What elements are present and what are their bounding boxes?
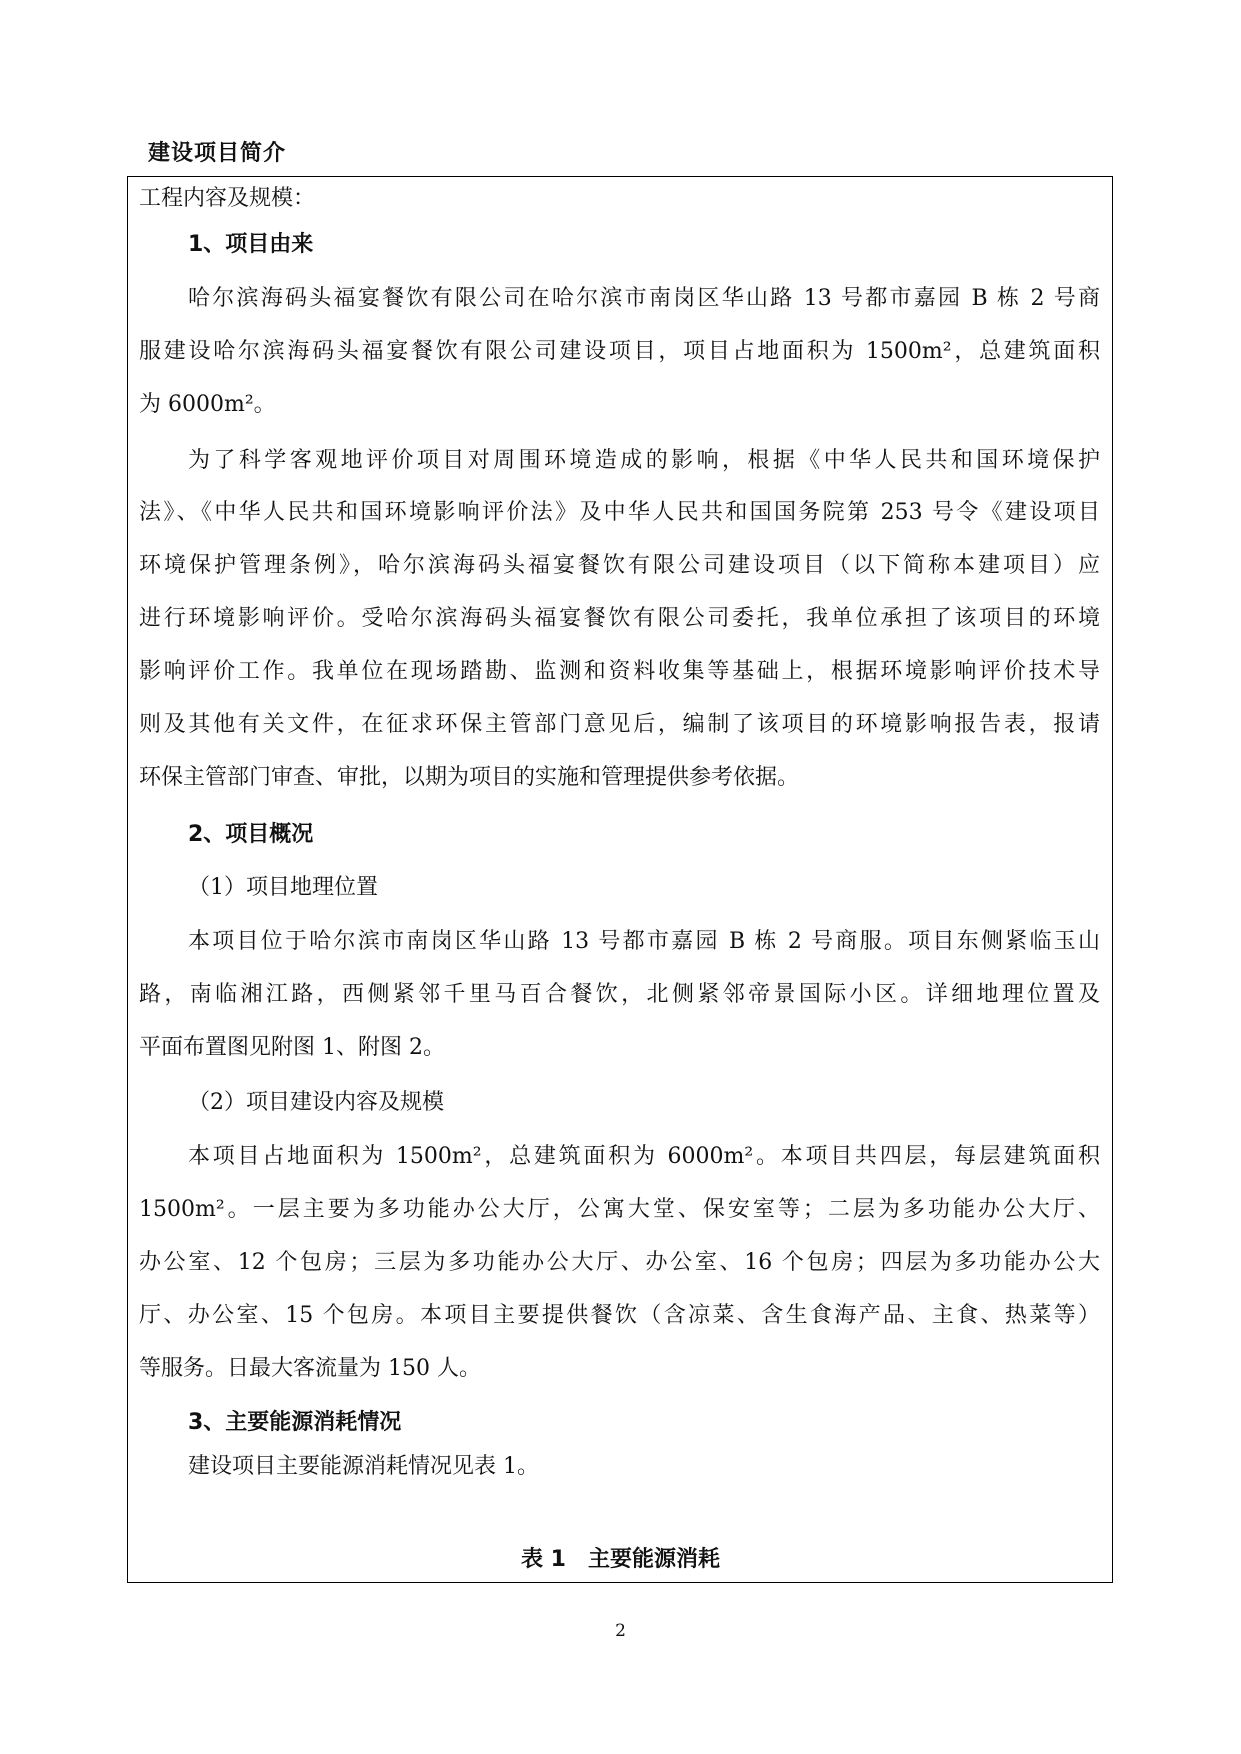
s2-sub2-line3: 办公室、12 个包房；三层为多功能办公大厅、办公室、16 个包房；四层为多功能办公大 <box>139 1250 1100 1275</box>
s1-para2-line6: 则及其他有关文件，在征求环保主管部门意见后，编制了该项目的环境影响报告表，报请 <box>139 712 1100 737</box>
s2-sub1-line3: 平面布置图见附图 1、附图 2。 <box>139 1035 445 1060</box>
s2-sub2-line1: 本项目占地面积为 1500m²，总建筑面积为 6000m²。本项目共四层，每层建筑面积 <box>188 1144 1100 1169</box>
s1-para2-line5: 影响评价工作。我单位在现场踏勘、监测和资料收集等基础上，根据环境影响评价技术导 <box>139 659 1100 684</box>
s1-para2-line1: 为了科学客观地评价项目对周围环境造成的影响，根据《中华人民共和国环境保护 <box>188 448 1100 473</box>
s1-para2-line7: 环保主管部门审查、审批，以期为项目的实施和管理提供参考依据。 <box>139 765 800 790</box>
section3-para: 建设项目主要能源消耗情况见表 1。 <box>188 1454 539 1479</box>
s2-sub2-line2: 1500m²。一层主要为多功能办公大厅，公寓大堂、保安室等；二层为多功能办公大厅、 <box>139 1197 1100 1222</box>
section2-sub2-heading: （2）项目建设内容及规模 <box>188 1090 444 1115</box>
table-caption: 表 1 主要能源消耗 <box>521 1547 720 1572</box>
intro-label: 工程内容及规模： <box>139 186 316 211</box>
s2-sub1-line2: 路，南临湘江路，西侧紧邻千里马百合餐饮，北侧紧邻帝景国际小区。详细地理位置及 <box>139 982 1100 1007</box>
s1-para2-line3: 环境保护管理条例》，哈尔滨海码头福宴餐饮有限公司建设项目（以下简称本建项目）应 <box>139 553 1100 578</box>
s2-sub2-line4: 厅、办公室、15 个包房。本项目主要提供餐饮（含凉菜、含生食海产品、主食、热菜等） <box>139 1303 1100 1328</box>
page-number: 2 <box>615 1621 626 1641</box>
section2-heading: 2、项目概况 <box>188 822 314 847</box>
section3-heading: 3、主要能源消耗情况 <box>188 1410 402 1435</box>
s1-para1-line3: 为 6000m²。 <box>139 392 276 417</box>
s2-sub1-line1: 本项目位于哈尔滨市南岗区华山路 13 号都市嘉园 B 栋 2 号商服。项目东侧紧临玉山 <box>188 929 1100 954</box>
s1-para2-line2: 法》、《中华人民共和国环境影响评价法》及中华人民共和国国务院第 253 号令《建设项目 <box>139 500 1100 525</box>
section1-heading: 1、项目由来 <box>188 232 314 257</box>
s1-para1-line1: 哈尔滨海码头福宴餐饮有限公司在哈尔滨市南岗区华山路 13 号都市嘉园 B 栋 2 号商 <box>188 286 1100 311</box>
section2-sub1-heading: （1）项目地理位置 <box>188 875 378 900</box>
page-title: 建设项目简介 <box>148 141 287 166</box>
s1-para2-line4: 进行环境影响评价。受哈尔滨海码头福宴餐饮有限公司委托，我单位承担了该项目的环境 <box>139 606 1100 631</box>
s2-sub2-line5: 等服务。日最大客流量为 150 人。 <box>139 1356 481 1381</box>
s1-para1-line2: 服建设哈尔滨海码头福宴餐饮有限公司建设项目，项目占地面积为 1500m²，总建筑面积 <box>139 339 1100 364</box>
